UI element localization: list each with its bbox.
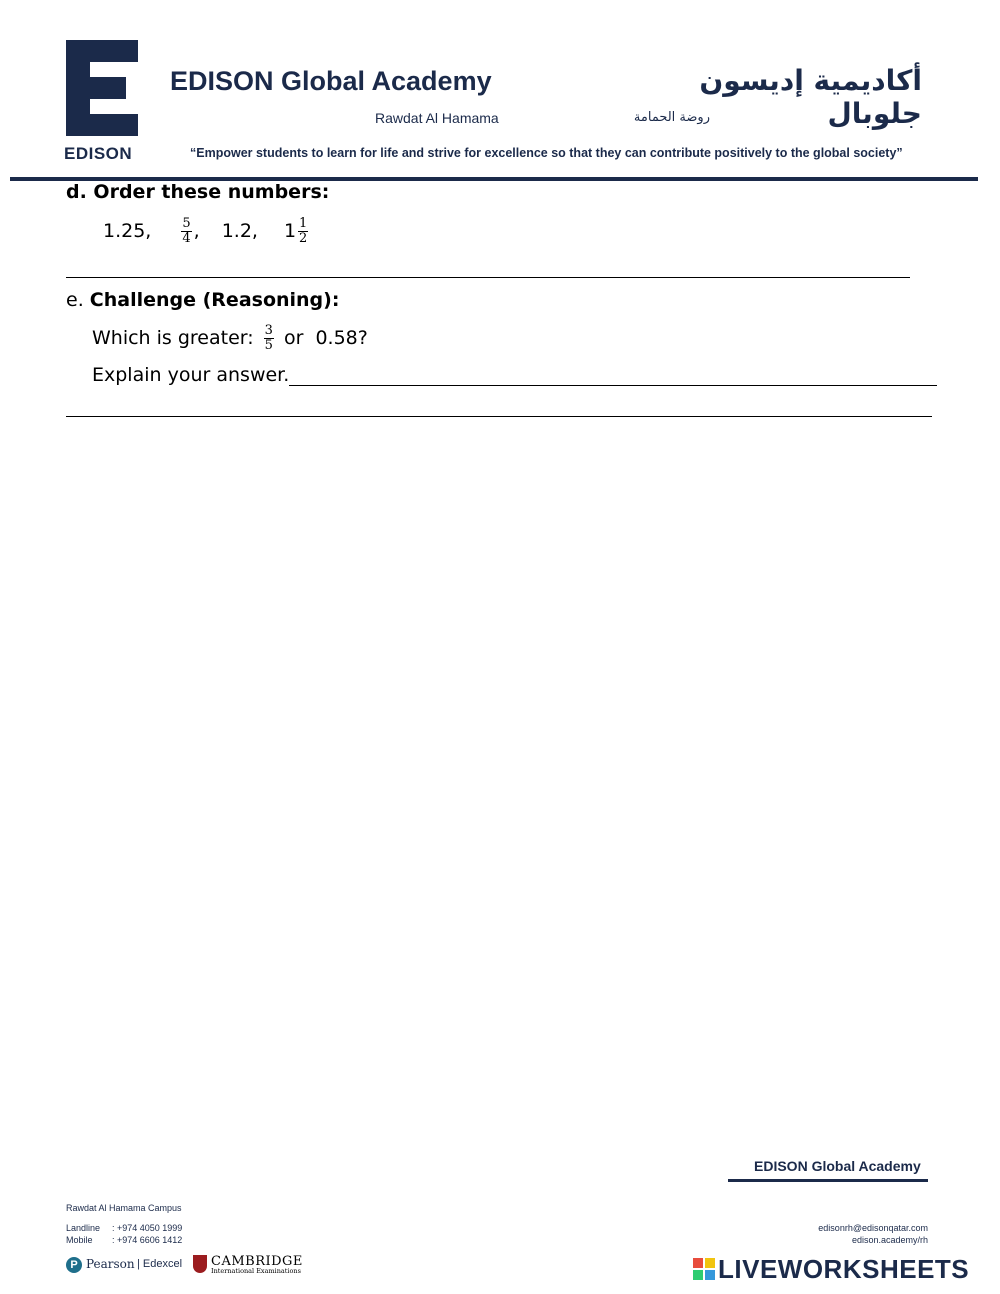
pearson-wordmark: Pearson: [86, 1257, 135, 1271]
edexcel-wordmark: | Edexcel: [137, 1258, 183, 1270]
landline-number: : +974 4050 1999: [112, 1223, 183, 1233]
landline-label: Landline: [66, 1223, 101, 1233]
fraction-denominator: 2: [299, 230, 308, 246]
prompt-end: or 0.58?: [283, 327, 368, 349]
logo-wordmark: EDISON: [64, 144, 133, 163]
academy-title-arabic: أكاديمية إديسون جلوبال: [699, 64, 922, 130]
campus-name: Rawdat Al Hamama: [375, 110, 499, 126]
question-e-prompt: [92, 316, 368, 360]
campus-name-arabic: روضة الحمامة: [633, 110, 710, 125]
fraction-separator: ,: [193, 220, 200, 242]
question-e-title: Challenge (Reasoning):: [89, 289, 340, 311]
fraction-numerator: 3: [264, 322, 273, 338]
liveworksheets-logo-icon: [693, 1258, 715, 1280]
mobile-number: : +974 6606 1412: [112, 1235, 183, 1245]
fraction-three-fifths: [264, 324, 274, 353]
number-1-25: 1.25,: [103, 220, 152, 242]
explain-label: Explain your answer.: [92, 364, 290, 386]
liveworksheets-watermark[interactable]: LIVEWORKSHEETS: [718, 1254, 970, 1284]
pearson-logo-icon: P: [66, 1257, 82, 1273]
mixed-number-fraction: [298, 217, 308, 246]
edison-logo-icon: [66, 40, 138, 136]
fraction-denominator: 4: [182, 230, 191, 246]
footer-email[interactable]: edisonrh@edisonqatar.com: [818, 1223, 928, 1233]
question-d-heading: d. Order these numbers:: [66, 181, 330, 203]
fraction-numerator: 5: [182, 215, 191, 231]
mixed-number-whole: 1: [283, 220, 297, 242]
question-e-label: e.: [66, 289, 84, 311]
question-e-heading: [66, 289, 339, 311]
footer-academy-name: EDISON Global Academy: [754, 1158, 921, 1174]
fraction-denominator: 5: [264, 337, 273, 353]
cambridge-subtitle: International Examinations: [211, 1267, 301, 1275]
answer-line-d[interactable]: [66, 277, 910, 278]
mobile-label: Mobile: [66, 1235, 93, 1245]
academy-title: EDISON Global Academy: [170, 66, 492, 96]
answer-line-explain[interactable]: [289, 385, 937, 386]
footer-website[interactable]: edison.academy/rh: [851, 1235, 928, 1245]
cambridge-shield-icon: [193, 1255, 207, 1273]
question-d-numbers: [103, 208, 310, 254]
fraction-numerator: 1: [299, 215, 308, 231]
school-motto: “Empower students to learn for life and strive for excellence so that they can contribute positively to the global society”: [190, 146, 903, 160]
prompt-start: Which is greater:: [92, 327, 254, 349]
cambridge-wordmark: CAMBRIDGE: [211, 1254, 303, 1269]
fraction-five-quarters: [181, 217, 191, 246]
answer-line-e[interactable]: [66, 416, 932, 417]
footer-divider: [728, 1179, 928, 1182]
number-1-2: 1.2,: [221, 220, 258, 242]
footer-campus: Rawdat Al Hamama Campus: [66, 1203, 182, 1213]
